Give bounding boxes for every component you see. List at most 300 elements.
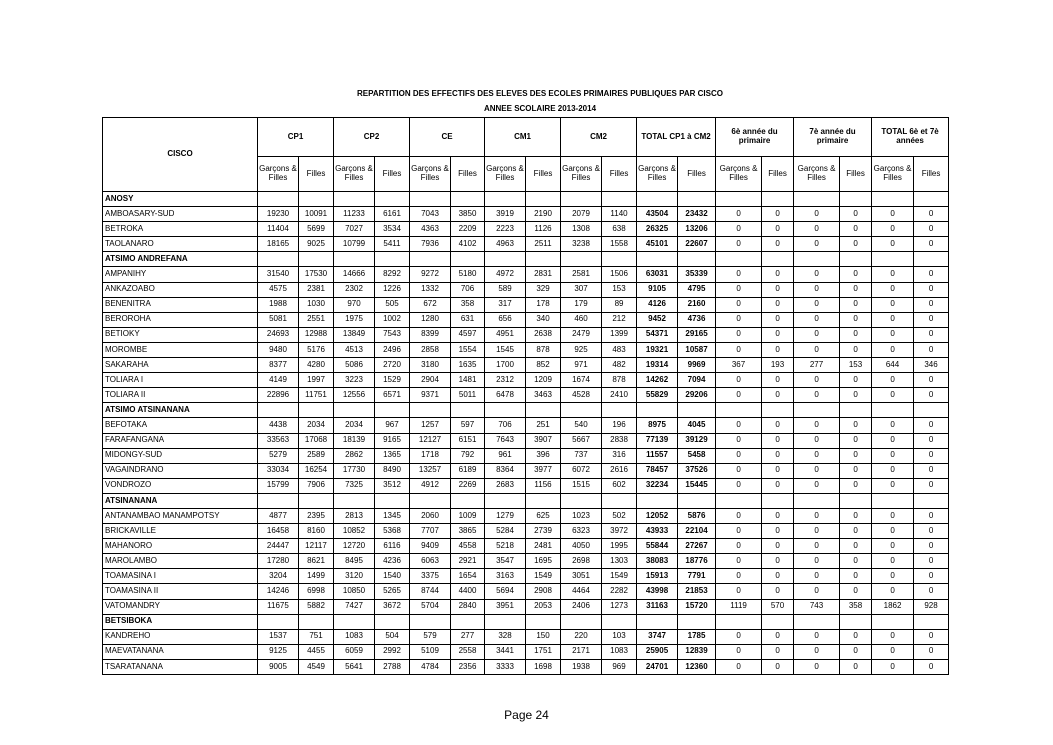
total-cell: 1785: [678, 629, 716, 644]
cisco-name: AMBOASARY-SUD: [103, 207, 258, 222]
value-cell: 0: [794, 644, 840, 659]
value-cell: 0: [716, 433, 762, 448]
value-cell: 751: [299, 629, 334, 644]
value-cell: 0: [840, 282, 872, 297]
table-row: [103, 659, 949, 674]
total-cell: 13206: [678, 222, 716, 237]
value-cell: 220: [561, 629, 602, 644]
value-cell: 3163: [485, 569, 526, 584]
empty-cell: [410, 252, 451, 267]
value-cell: 0: [716, 554, 762, 569]
value-cell: 7707: [410, 524, 451, 539]
value-cell: 1083: [334, 629, 375, 644]
value-cell: 5109: [410, 644, 451, 659]
empty-cell: [485, 493, 526, 508]
value-cell: 4363: [410, 222, 451, 237]
value-cell: 0: [794, 207, 840, 222]
empty-cell: [762, 614, 794, 629]
total-cell: 8975: [637, 418, 678, 433]
cisco-name: AMPANIHY: [103, 267, 258, 282]
value-cell: 0: [914, 659, 949, 674]
value-cell: 0: [872, 222, 914, 237]
value-cell: 17730: [334, 463, 375, 478]
value-cell: 8495: [334, 554, 375, 569]
empty-cell: [526, 614, 561, 629]
value-cell: 9371: [410, 388, 451, 403]
value-cell: 4438: [258, 418, 299, 433]
value-cell: 0: [794, 448, 840, 463]
table-row: [103, 569, 949, 584]
value-cell: 0: [840, 237, 872, 252]
value-cell: 1273: [602, 599, 637, 614]
table-row: [103, 418, 949, 433]
total-cell: 54371: [637, 327, 678, 342]
table-row: [103, 524, 949, 539]
value-cell: 1558: [602, 237, 637, 252]
value-cell: 6151: [451, 433, 485, 448]
total-cell: 29206: [678, 388, 716, 403]
empty-cell: [914, 252, 949, 267]
value-cell: 0: [716, 629, 762, 644]
value-cell: 4400: [451, 584, 485, 599]
value-cell: 0: [872, 237, 914, 252]
value-cell: 1481: [451, 373, 485, 388]
table-row: [103, 554, 949, 569]
value-cell: 24693: [258, 327, 299, 342]
value-cell: 6189: [451, 463, 485, 478]
value-cell: 4784: [410, 659, 451, 674]
value-cell: 153: [602, 282, 637, 297]
value-cell: 1997: [299, 373, 334, 388]
value-cell: 8621: [299, 554, 334, 569]
value-cell: 0: [914, 508, 949, 523]
value-cell: 2831: [526, 267, 561, 282]
value-cell: 1499: [299, 569, 334, 584]
group-header-cp1: CP1: [258, 118, 334, 157]
value-cell: 6571: [375, 388, 410, 403]
total-cell: 3747: [637, 629, 678, 644]
empty-cell: [872, 614, 914, 629]
value-cell: 4236: [375, 554, 410, 569]
value-cell: 4558: [451, 539, 485, 554]
empty-cell: [678, 252, 716, 267]
cisco-name: VONDROZO: [103, 478, 258, 493]
empty-cell: [794, 192, 840, 207]
empty-cell: [258, 252, 299, 267]
table-row: [103, 358, 949, 373]
value-cell: 212: [602, 312, 637, 327]
value-cell: 0: [794, 297, 840, 312]
total-cell: 45101: [637, 237, 678, 252]
value-cell: 12720: [334, 539, 375, 554]
value-cell: 5704: [410, 599, 451, 614]
table-row: [103, 508, 949, 523]
value-cell: 1030: [299, 297, 334, 312]
value-cell: 1549: [526, 569, 561, 584]
value-cell: 328: [485, 629, 526, 644]
value-cell: 0: [762, 327, 794, 342]
value-cell: 367: [716, 358, 762, 373]
value-cell: 3441: [485, 644, 526, 659]
value-cell: 2589: [299, 448, 334, 463]
sub-header-garcons-filles: Garçons & Filles: [334, 157, 375, 192]
value-cell: 14666: [334, 267, 375, 282]
value-cell: 0: [794, 478, 840, 493]
value-cell: 7427: [334, 599, 375, 614]
value-cell: 11233: [334, 207, 375, 222]
total-cell: 7791: [678, 569, 716, 584]
value-cell: 0: [762, 342, 794, 357]
empty-cell: [872, 192, 914, 207]
value-cell: 0: [840, 569, 872, 584]
value-cell: 2720: [375, 358, 410, 373]
value-cell: 8744: [410, 584, 451, 599]
value-cell: 0: [794, 222, 840, 237]
table-row: [103, 644, 949, 659]
value-cell: 10091: [299, 207, 334, 222]
value-cell: 4149: [258, 373, 299, 388]
cisco-name: TAOLANARO: [103, 237, 258, 252]
empty-cell: [299, 252, 334, 267]
value-cell: 925: [561, 342, 602, 357]
empty-cell: [526, 192, 561, 207]
value-cell: 317: [485, 297, 526, 312]
empty-cell: [762, 252, 794, 267]
total-cell: 4126: [637, 297, 678, 312]
value-cell: 2282: [602, 584, 637, 599]
empty-cell: [637, 192, 678, 207]
total-cell: 7094: [678, 373, 716, 388]
value-cell: 0: [914, 207, 949, 222]
empty-cell: [602, 252, 637, 267]
value-cell: 0: [872, 448, 914, 463]
value-cell: 0: [762, 282, 794, 297]
value-cell: 0: [794, 554, 840, 569]
value-cell: 502: [602, 508, 637, 523]
value-cell: 8292: [375, 267, 410, 282]
enrollment-table: [102, 117, 949, 675]
group-header-cm1: CM1: [485, 118, 561, 157]
value-cell: 0: [794, 659, 840, 674]
value-cell: 7906: [299, 478, 334, 493]
value-cell: 2683: [485, 478, 526, 493]
value-cell: 638: [602, 222, 637, 237]
cisco-name: MAHANORO: [103, 539, 258, 554]
value-cell: 8364: [485, 463, 526, 478]
value-cell: 0: [762, 554, 794, 569]
value-cell: 0: [914, 282, 949, 297]
value-cell: 3120: [334, 569, 375, 584]
value-cell: 0: [762, 373, 794, 388]
value-cell: 5882: [299, 599, 334, 614]
cisco-name: SAKARAHA: [103, 358, 258, 373]
value-cell: 540: [561, 418, 602, 433]
sub-header-filles: Filles: [375, 157, 410, 192]
empty-cell: [526, 493, 561, 508]
empty-cell: [258, 614, 299, 629]
value-cell: 6072: [561, 463, 602, 478]
total-cell: 37526: [678, 463, 716, 478]
value-cell: 2739: [526, 524, 561, 539]
table-row: [103, 342, 949, 357]
value-cell: 0: [840, 629, 872, 644]
value-cell: 9480: [258, 342, 299, 357]
value-cell: 0: [914, 388, 949, 403]
value-cell: 1515: [561, 478, 602, 493]
value-cell: 0: [794, 463, 840, 478]
total-cell: 77139: [637, 433, 678, 448]
total-cell: 15720: [678, 599, 716, 614]
value-cell: 1399: [602, 327, 637, 342]
empty-cell: [561, 252, 602, 267]
value-cell: 0: [914, 554, 949, 569]
sub-header-filles: Filles: [678, 157, 716, 192]
value-cell: 0: [840, 373, 872, 388]
empty-cell: [794, 252, 840, 267]
total-cell: 21853: [678, 584, 716, 599]
total-cell: 25905: [637, 644, 678, 659]
value-cell: 0: [762, 539, 794, 554]
total-cell: 27267: [678, 539, 716, 554]
value-cell: 193: [762, 358, 794, 373]
value-cell: 4455: [299, 644, 334, 659]
value-cell: 12556: [334, 388, 375, 403]
value-cell: 2395: [299, 508, 334, 523]
value-cell: 4963: [485, 237, 526, 252]
sub-header-garcons-filles: Garçons & Filles: [485, 157, 526, 192]
value-cell: 971: [561, 358, 602, 373]
empty-cell: [375, 192, 410, 207]
value-cell: 3375: [410, 569, 451, 584]
empty-cell: [258, 403, 299, 418]
cisco-name: TOLIARA II: [103, 388, 258, 403]
cisco-name: ANKAZOABO: [103, 282, 258, 297]
value-cell: 0: [872, 508, 914, 523]
value-cell: 0: [762, 418, 794, 433]
value-cell: 2862: [334, 448, 375, 463]
value-cell: 0: [762, 448, 794, 463]
value-cell: 17530: [299, 267, 334, 282]
value-cell: 0: [840, 312, 872, 327]
value-cell: 2079: [561, 207, 602, 222]
empty-cell: [451, 192, 485, 207]
sub-header-garcons-filles: Garçons & Filles: [637, 157, 678, 192]
empty-cell: [840, 403, 872, 418]
cisco-name: BRICKAVILLE: [103, 524, 258, 539]
value-cell: 4102: [451, 237, 485, 252]
empty-cell: [762, 403, 794, 418]
empty-cell: [375, 493, 410, 508]
value-cell: 2060: [410, 508, 451, 523]
value-cell: 2908: [526, 584, 561, 599]
total-cell: 23432: [678, 207, 716, 222]
value-cell: 4513: [334, 342, 375, 357]
value-cell: 9125: [258, 644, 299, 659]
value-cell: 1119: [716, 599, 762, 614]
sub-header-filles: Filles: [840, 157, 872, 192]
value-cell: 1345: [375, 508, 410, 523]
value-cell: 2581: [561, 267, 602, 282]
sub-header-garcons-filles: Garçons & Filles: [716, 157, 762, 192]
total-cell: 15445: [678, 478, 716, 493]
value-cell: 0: [840, 659, 872, 674]
empty-cell: [637, 493, 678, 508]
value-cell: 0: [914, 312, 949, 327]
empty-cell: [602, 403, 637, 418]
value-cell: 1156: [526, 478, 561, 493]
cisco-name: FARAFANGANA: [103, 433, 258, 448]
empty-cell: [299, 493, 334, 508]
value-cell: 0: [840, 539, 872, 554]
value-cell: 878: [602, 373, 637, 388]
empty-cell: [914, 614, 949, 629]
empty-cell: [678, 192, 716, 207]
total-cell: 26325: [637, 222, 678, 237]
empty-cell: [334, 614, 375, 629]
value-cell: 6998: [299, 584, 334, 599]
value-cell: 1938: [561, 659, 602, 674]
empty-cell: [451, 252, 485, 267]
value-cell: 9025: [299, 237, 334, 252]
total-cell: 11557: [637, 448, 678, 463]
value-cell: 1506: [602, 267, 637, 282]
value-cell: 852: [526, 358, 561, 373]
value-cell: 153: [840, 358, 872, 373]
value-cell: 9409: [410, 539, 451, 554]
value-cell: 5411: [375, 237, 410, 252]
value-cell: 1654: [451, 569, 485, 584]
value-cell: 3223: [334, 373, 375, 388]
value-cell: 1635: [451, 358, 485, 373]
empty-cell: [637, 252, 678, 267]
empty-cell: [375, 252, 410, 267]
value-cell: 878: [526, 342, 561, 357]
table-row: [103, 448, 949, 463]
value-cell: 6116: [375, 539, 410, 554]
table-body: [103, 192, 949, 675]
region-label: ATSIMO ATSINANANA: [103, 403, 258, 418]
value-cell: 18165: [258, 237, 299, 252]
table-row: [103, 312, 949, 327]
value-cell: 3850: [451, 207, 485, 222]
cisco-name: MOROMBE: [103, 342, 258, 357]
total-cell: 10587: [678, 342, 716, 357]
table-row: [103, 237, 949, 252]
total-cell: 14262: [637, 373, 678, 388]
value-cell: 967: [375, 418, 410, 433]
value-cell: 10799: [334, 237, 375, 252]
region-label: ANOSY: [103, 192, 258, 207]
value-cell: 17068: [299, 433, 334, 448]
table-row: [103, 297, 949, 312]
empty-cell: [716, 192, 762, 207]
empty-cell: [762, 192, 794, 207]
sub-header-filles: Filles: [914, 157, 949, 192]
total-cell: 18776: [678, 554, 716, 569]
table-row: [103, 207, 949, 222]
school-year-subtitle: ANNEE SCOLAIRE 2013-2014: [483, 104, 597, 113]
value-cell: 579: [410, 629, 451, 644]
empty-cell: [872, 493, 914, 508]
value-cell: 8377: [258, 358, 299, 373]
value-cell: 0: [794, 584, 840, 599]
value-cell: 1280: [410, 312, 451, 327]
value-cell: 2992: [375, 644, 410, 659]
sub-header-filles: Filles: [602, 157, 637, 192]
table-title: REPARTITION DES EFFECTIFS DES ELEVES DES ECOLES PRIMAIRES PUBLIQUES PAR CISCO: [357, 89, 723, 98]
group-header-cm2: CM2: [561, 118, 637, 157]
cisco-name: BENENITRA: [103, 297, 258, 312]
empty-cell: [840, 493, 872, 508]
total-cell: 55844: [637, 539, 678, 554]
region-row: [103, 252, 949, 267]
value-cell: 4972: [485, 267, 526, 282]
value-cell: 570: [762, 599, 794, 614]
empty-cell: [914, 192, 949, 207]
value-cell: 0: [716, 584, 762, 599]
value-cell: 0: [716, 342, 762, 357]
value-cell: 1700: [485, 358, 526, 373]
value-cell: 2034: [299, 418, 334, 433]
value-cell: 8160: [299, 524, 334, 539]
value-cell: 5284: [485, 524, 526, 539]
value-cell: 0: [762, 222, 794, 237]
total-cell: 2160: [678, 297, 716, 312]
value-cell: 5011: [451, 388, 485, 403]
value-cell: 0: [872, 569, 914, 584]
region-row: [103, 192, 949, 207]
value-cell: 460: [561, 312, 602, 327]
value-cell: 5176: [299, 342, 334, 357]
value-cell: 0: [840, 554, 872, 569]
empty-cell: [678, 493, 716, 508]
value-cell: 0: [872, 463, 914, 478]
value-cell: 0: [872, 373, 914, 388]
value-cell: 0: [840, 448, 872, 463]
value-cell: 196: [602, 418, 637, 433]
value-cell: 0: [840, 388, 872, 403]
group-header-ce: CE: [410, 118, 485, 157]
value-cell: 178: [526, 297, 561, 312]
value-cell: 3512: [375, 478, 410, 493]
value-cell: 2190: [526, 207, 561, 222]
value-cell: 2302: [334, 282, 375, 297]
value-cell: 0: [762, 207, 794, 222]
value-cell: 4549: [299, 659, 334, 674]
value-cell: 0: [872, 327, 914, 342]
value-cell: 5699: [299, 222, 334, 237]
empty-cell: [258, 493, 299, 508]
value-cell: 0: [872, 312, 914, 327]
value-cell: 12988: [299, 327, 334, 342]
table-row: [103, 388, 949, 403]
value-cell: 0: [840, 508, 872, 523]
value-cell: 597: [451, 418, 485, 433]
value-cell: 2904: [410, 373, 451, 388]
total-cell: 55829: [637, 388, 678, 403]
value-cell: 2698: [561, 554, 602, 569]
value-cell: 251: [526, 418, 561, 433]
total-cell: 22607: [678, 237, 716, 252]
value-cell: 0: [794, 524, 840, 539]
value-cell: 0: [762, 508, 794, 523]
value-cell: 24447: [258, 539, 299, 554]
empty-cell: [334, 252, 375, 267]
value-cell: 0: [762, 463, 794, 478]
value-cell: 0: [762, 524, 794, 539]
value-cell: 4575: [258, 282, 299, 297]
value-cell: 0: [716, 508, 762, 523]
